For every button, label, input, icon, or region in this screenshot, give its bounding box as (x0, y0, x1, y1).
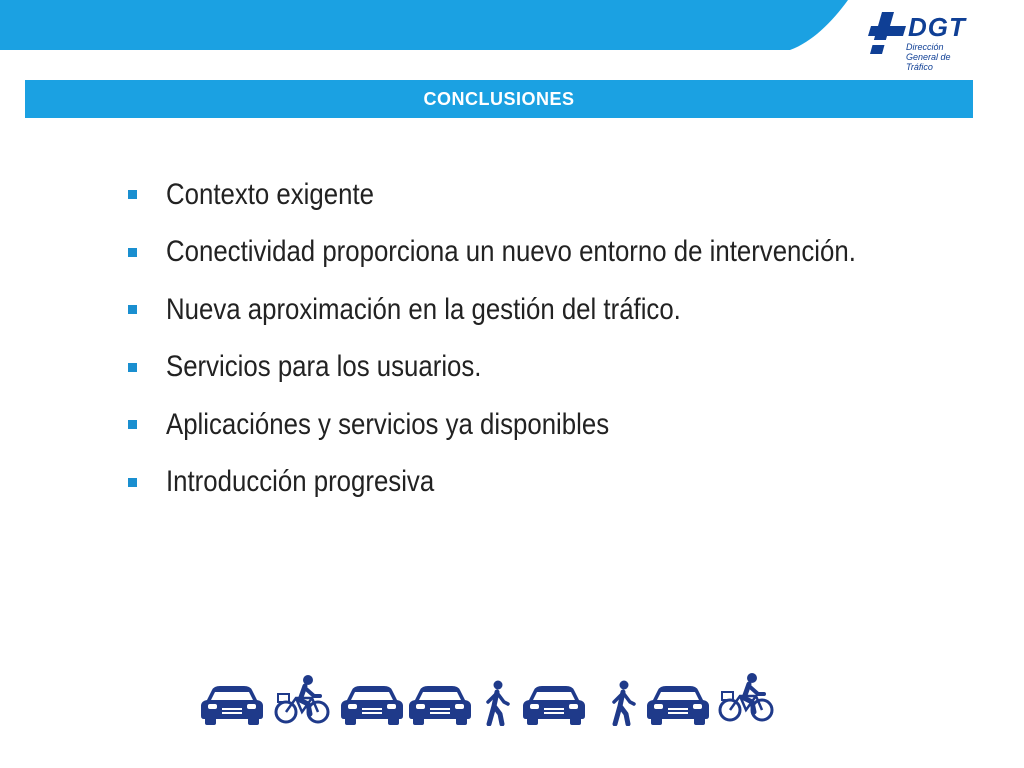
bullet-square-icon (128, 305, 137, 314)
bullet-item (128, 454, 968, 512)
bullet-square-icon (128, 420, 137, 429)
pedestrian-icon (482, 680, 512, 726)
bullet-item (128, 224, 968, 282)
bicycle-icon (274, 674, 330, 726)
car-icon (408, 684, 472, 726)
bullet-item (128, 281, 968, 339)
bullet-item (128, 339, 968, 397)
logo-text: DGT (908, 12, 966, 42)
title-bar (25, 80, 973, 118)
car-icon (646, 684, 710, 726)
car-icon (340, 684, 404, 726)
bullet-text: Introducción progresiva (166, 465, 435, 499)
slide-title: CONCLUSIONES (423, 88, 575, 109)
dgt-logo (868, 6, 978, 72)
car-icon (200, 684, 264, 726)
bullet-item (128, 166, 968, 224)
bicycle-icon (718, 672, 774, 724)
bullet-square-icon (128, 248, 137, 257)
bullet-list (128, 166, 968, 511)
bullet-item (128, 396, 968, 454)
bullet-square-icon (128, 190, 137, 199)
bullet-text: Servicios para los usuarios. (166, 350, 482, 384)
bullet-square-icon (128, 363, 137, 372)
logo-subtitle: Dirección General de Tráfico (906, 42, 951, 72)
bullet-text: Nueva aproximación en la gestión del tráfico. (166, 292, 681, 326)
bullet-text: Conectividad proporciona un nuevo entorno de intervención. (166, 235, 856, 269)
bullet-square-icon (128, 478, 137, 487)
bullet-text: Contexto exigente (166, 177, 374, 211)
pedestrian-icon (608, 680, 638, 726)
bullet-text: Aplicaciónes y servicios ya disponibles (166, 407, 610, 441)
dgt-cross-icon (868, 10, 908, 62)
transport-icon-row (198, 672, 778, 728)
car-icon (522, 684, 586, 726)
